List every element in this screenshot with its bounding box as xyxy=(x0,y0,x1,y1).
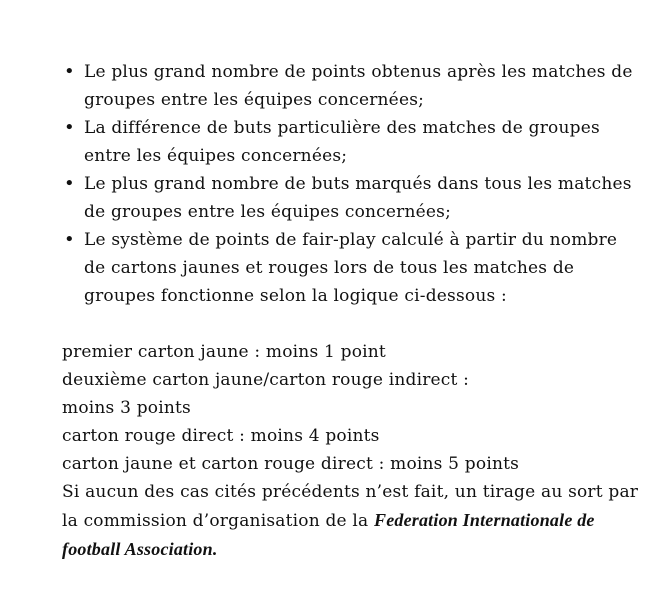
criterion-item: • Le système de points de fair-play calculé à partir du nombre de cartons jaunes et rouges lors de tous les matches de groupes fonctionne selon la logique ci-dessous : xyxy=(62,226,642,310)
penalty-line: carton jaune et carton rouge direct : moins 5 points xyxy=(62,454,520,474)
closing-text: Si aucun des cas cités précédents n’est fait, un tirage au sort par la commission d’organisation de la xyxy=(62,482,639,531)
organization-name: Federation Internationale de football Association. xyxy=(62,510,595,559)
penalty-line: moins 3 points xyxy=(62,398,191,418)
tiebreak-criteria-list xyxy=(62,58,642,310)
criterion-item: • La différence de buts particulière des matches de groupes entre les équipes concernées; xyxy=(62,114,642,170)
fair-play-penalties xyxy=(62,338,652,478)
penalty-line: premier carton jaune : moins 1 point xyxy=(62,342,386,362)
criterion-item: • Le plus grand nombre de points obtenus après les matches de groupes entre les équipes concernées; xyxy=(62,58,642,114)
penalty-line: carton rouge direct : moins 4 points xyxy=(62,426,380,446)
criterion-item: • Le plus grand nombre de buts marqués dans tous les matches de groupes entre les équipes concernées; xyxy=(62,170,642,226)
penalty-line: deuxième carton jaune/carton rouge indirect : xyxy=(62,370,470,390)
closing-paragraph xyxy=(62,478,652,564)
